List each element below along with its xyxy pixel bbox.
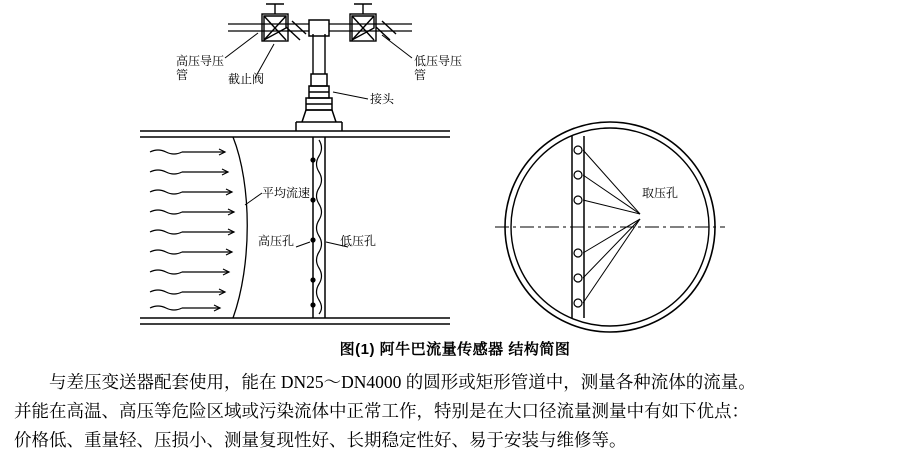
figure-caption: 图(1) 阿牛巴流量传感器 结构简图 — [339, 341, 571, 358]
paragraph-1: 与差压变送器配套使用，能在 DN25～DN4000 的圆形或矩形管道中，测量各种流体的流量。 — [49, 372, 756, 392]
pipe-walls — [140, 131, 450, 324]
tee-block — [309, 20, 329, 36]
velocity-profile-curve — [233, 137, 247, 318]
pipe-cross-section — [495, 122, 725, 332]
body-text — [14, 368, 900, 455]
label-high-pressure-lead-pipe: 高压导压管 — [176, 54, 225, 82]
paragraph-3: 价格低、重量轻、压损小、测量复现性好、长期稳定性好、易于安装与维修等。 — [14, 430, 627, 450]
riser-pipe — [313, 34, 325, 74]
probe-flange — [296, 110, 342, 131]
flow-arrows — [150, 149, 234, 311]
low-pressure-holes — [317, 140, 322, 314]
label-low-pressure-lead-pipe: 低压导压管 — [414, 54, 463, 82]
label-low-pressure-hole: 低压孔 — [340, 234, 377, 248]
joint-nut — [306, 74, 332, 110]
label-stop-valve: 截止阀 — [228, 72, 265, 86]
label-pressure-tap-hole: 取压孔 — [642, 186, 679, 200]
probe-body — [313, 137, 325, 318]
label-high-pressure-hole: 高压孔 — [258, 234, 295, 248]
paragraph-2: 并能在高温、高压等危险区域或污染流体中正常工作，特别是在大口径流量测量中有如下优点： — [14, 401, 749, 421]
stop-valve-left — [262, 4, 306, 41]
label-average-velocity: 平均流速 — [262, 186, 311, 200]
stop-valve-right — [350, 4, 396, 41]
manifold-lines — [228, 24, 412, 31]
label-joint: 接头 — [370, 92, 395, 106]
leader-lines-left — [225, 33, 412, 247]
